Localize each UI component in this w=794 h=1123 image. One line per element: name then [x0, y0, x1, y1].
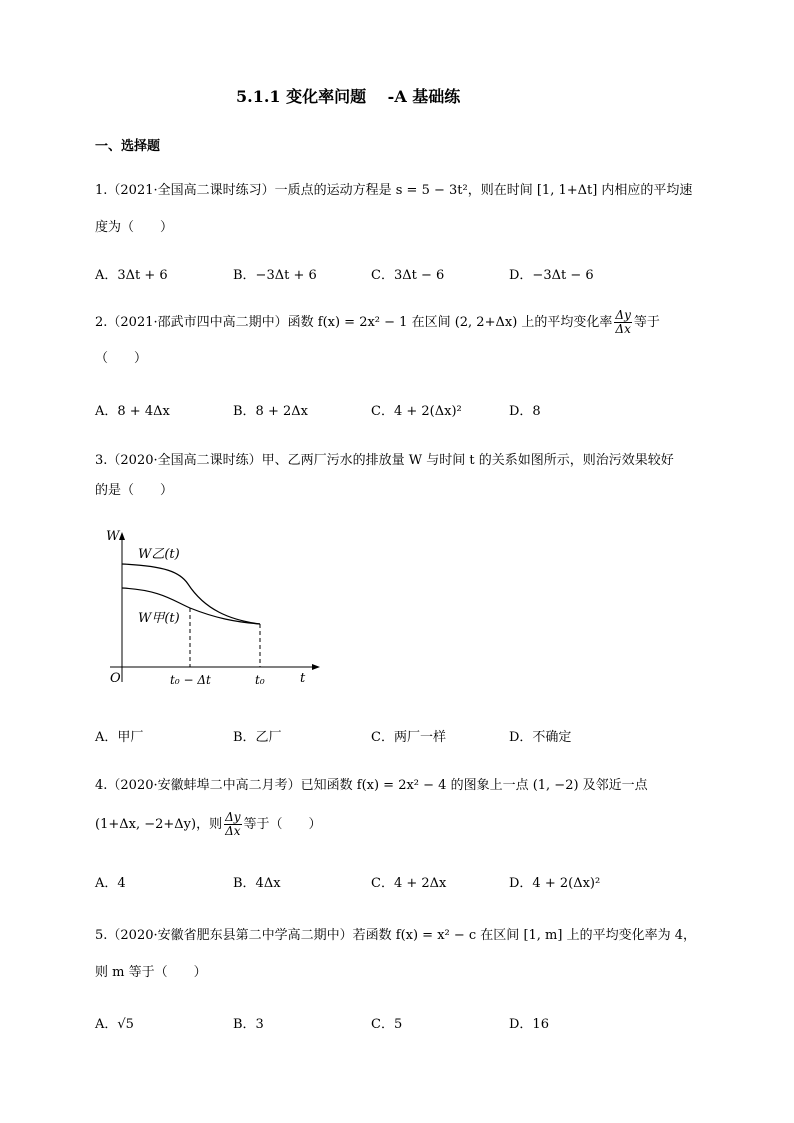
origin-label: O	[110, 671, 121, 686]
question-4-option-c[interactable]: C．4 + 2Δx	[371, 876, 447, 891]
question-3-option-d[interactable]: D．不确定	[509, 730, 572, 745]
x-axis-label: t	[300, 671, 306, 686]
question-3-line-2: 的是（ ）	[95, 483, 174, 498]
question-4-option-b[interactable]: B．4Δx	[233, 876, 281, 891]
question-2-option-c[interactable]: C．4 + 2(Δx)²	[371, 404, 462, 419]
question-4-option-d[interactable]: D．4 + 2(Δx)²	[509, 876, 601, 891]
tick-label-t0: t₀	[255, 673, 265, 687]
question-5-option-c[interactable]: C．5	[371, 1017, 403, 1032]
question-4-text-tail: 等于（ ）	[243, 817, 322, 832]
question-1-option-b[interactable]: B．−3Δt + 6	[233, 268, 317, 283]
question-1-line-2: 度为（ ）	[95, 220, 174, 235]
page-title: 5.1.1 变化率问题 -A 基础练	[236, 87, 461, 106]
section-heading: 一、选择题	[95, 139, 161, 154]
fraction-denominator: Δx	[615, 322, 631, 336]
question-2-line-1	[95, 306, 660, 340]
question-1-option-d[interactable]: D．−3Δt − 6	[509, 268, 594, 283]
question-1-line-1: 1.（2021·全国高二课时练习）一质点的运动方程是 s = 5 − 3t²，则在时间 [1, 1+Δt] 内相应的平均速	[95, 183, 693, 198]
question-2-option-d[interactable]: D．8	[509, 404, 541, 419]
question-4-line-2	[95, 808, 322, 842]
y-axis-arrow-icon	[119, 532, 125, 540]
question-5-option-b[interactable]: B．3	[233, 1017, 264, 1032]
curve-label-w-yi: W乙(t)	[138, 547, 180, 562]
question-3-option-a[interactable]: A．甲厂	[95, 730, 144, 745]
fraction-numerator: Δy	[615, 308, 631, 322]
question-5-option-a[interactable]: A．√5	[95, 1017, 134, 1032]
question-3-line-1: 3.（2020·全国高二课时练）甲、乙两厂污水的排放量 W 与时间 t 的关系如图所示，则治污效果较好	[95, 453, 674, 468]
question-4-line-1: 4.（2020·安徽蚌埠二中高二月考）已知函数 f(x) = 2x² − 4 的图象上一点 (1, −2) 及邻近一点	[95, 778, 648, 793]
pollution-graph	[90, 522, 330, 697]
fraction-numerator: Δy	[225, 810, 241, 824]
question-2-text-tail: 等于	[633, 315, 660, 330]
question-5-line-2: 则 m 等于（ ）	[95, 965, 207, 980]
question-2-line-2: （ ）	[95, 351, 148, 366]
question-1-option-c[interactable]: C．3Δt − 6	[371, 268, 445, 283]
fraction-denominator: Δx	[225, 824, 241, 838]
tick-label-t0-minus-dt: t₀ − Δt	[170, 673, 211, 687]
x-axis-arrow-icon	[312, 664, 320, 670]
question-5-line-1: 5.（2020·安徽省肥东县第二中学高二期中）若函数 f(x) = x² − c 在区间 [1, m] 上的平均变化率为 4，	[95, 928, 696, 943]
question-4-option-a[interactable]: A．4	[95, 876, 126, 891]
question-4-text: (1+Δx, −2+Δy)，则	[95, 817, 223, 832]
question-2-fraction	[614, 309, 631, 336]
question-2-text: 2.（2021·邵武市四中高二期中）函数 f(x) = 2x² − 1 在区间 (2, 2+Δx) 上的平均变化率	[95, 315, 613, 330]
question-1-option-a[interactable]: A．3Δt + 6	[95, 268, 168, 283]
question-2-option-b[interactable]: B．8 + 2Δx	[233, 404, 308, 419]
curve-label-w-jia: W甲(t)	[138, 611, 180, 626]
question-5-option-d[interactable]: D．16	[509, 1017, 549, 1032]
question-4-fraction	[224, 811, 241, 838]
question-3-option-c[interactable]: C．两厂一样	[371, 730, 446, 745]
y-axis-label: W	[106, 529, 120, 544]
question-3-option-b[interactable]: B．乙厂	[233, 730, 282, 745]
question-2-option-a[interactable]: A．8 + 4Δx	[95, 404, 170, 419]
